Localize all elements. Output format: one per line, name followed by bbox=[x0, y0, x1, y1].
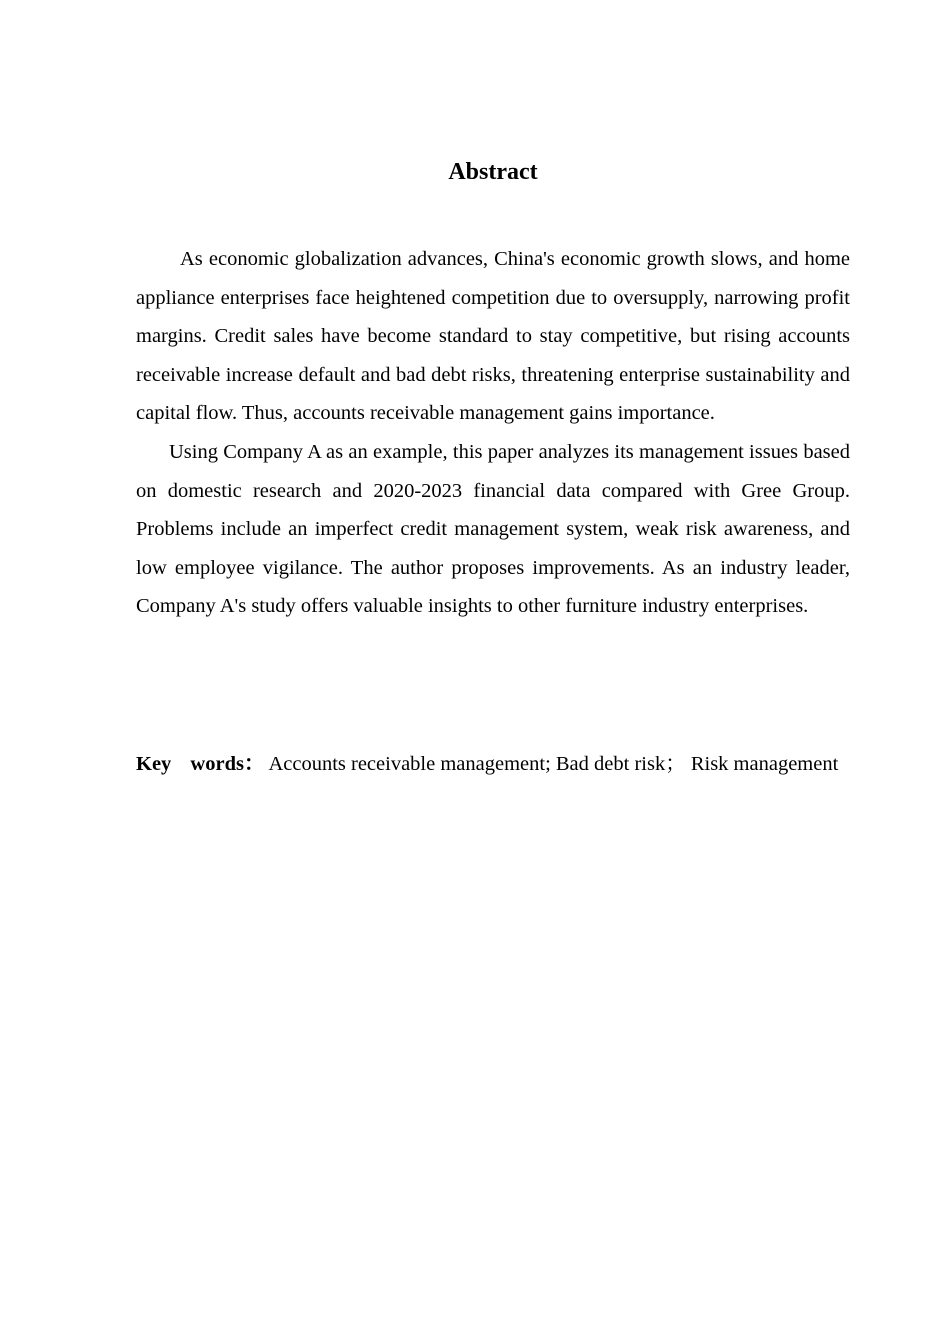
keywords-text: Accounts receivable management; Bad debt risk； Risk management bbox=[264, 753, 839, 775]
abstract-paragraph-2: Using Company A as an example, this paper analyzes its management issues based on domestic research and 2020-2023 financial data compared with Gree Group. Problems include an imperfect credit management system, weak risk awareness, and low employee vigilance. The author proposes improvements. As an industry leader, Company A's study offers valuable insights to other furniture industry enterprises. bbox=[136, 440, 850, 618]
abstract-body bbox=[136, 240, 850, 626]
keywords-label: Key words： bbox=[136, 753, 265, 775]
abstract-paragraph-1: As economic globalization advances, China's economic growth slows, and home appliance enterprises face heightened competition due to oversupply, narrowing profit margins. Credit sales have become standard to stay competitive, but rising accounts receivable increase default and bad debt risks, threatening enterprise sustainability and capital flow. Thus, accounts receivable management gains importance. bbox=[136, 248, 850, 425]
keywords-line bbox=[136, 743, 850, 785]
abstract-title: Abstract bbox=[448, 159, 538, 185]
